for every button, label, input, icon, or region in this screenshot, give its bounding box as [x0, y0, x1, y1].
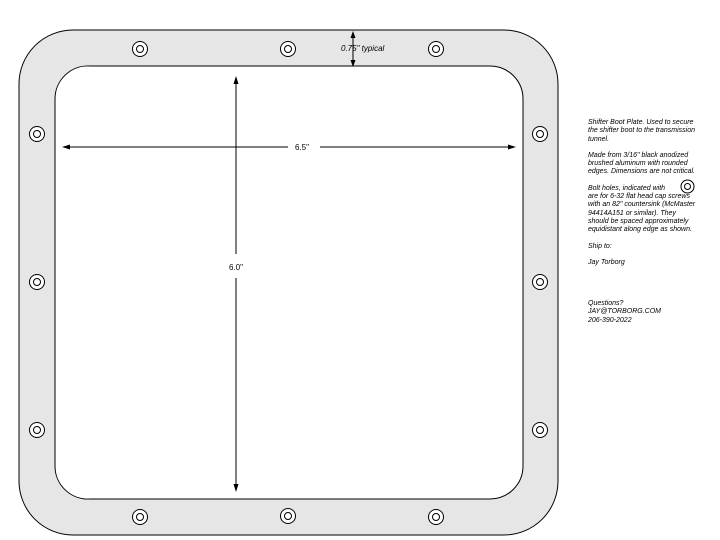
width-dimension-line [62, 145, 516, 150]
note-line: are for 6-32 flat head cap screws [588, 193, 690, 201]
width-label: 6.5" [295, 143, 309, 152]
recipient-note [588, 259, 716, 267]
note-line: 94414A151 or similar). They [588, 209, 676, 217]
contact-note [588, 300, 716, 325]
plate-outline [19, 30, 558, 535]
note-line: brushed aluminum with rounded [588, 160, 688, 168]
bolt-hole-top-3 [429, 42, 444, 57]
note-line: should be spaced approximately [588, 217, 689, 225]
bolt-hole-left-2 [30, 275, 45, 290]
bolt-note [588, 185, 716, 235]
bolt-hole-top-1 [133, 42, 148, 57]
bolt-hole-right-2 [533, 275, 548, 290]
contact-phone: 206-390-2022 [588, 316, 632, 324]
material-note [588, 152, 716, 177]
note-line: Made from 3/16" black anodized [588, 151, 689, 159]
note-line: Shifter Boot Plate. Used to secure [588, 119, 694, 126]
bolt-hole-right-3 [533, 423, 548, 438]
bolt-hole-bottom-3 [429, 510, 444, 525]
typical-width-label: 0.75" typical [341, 44, 385, 53]
bolt-hole-right-1 [533, 127, 548, 142]
note-line: equidistant along edge as shown. [588, 226, 692, 234]
note-line: tunnel. [588, 135, 610, 143]
recipient-name: Jay Torborg [588, 258, 625, 266]
height-dimension-line [234, 76, 239, 492]
bolt-hole-legend-icon [680, 179, 695, 194]
contact-email: JAY@TORBORG.COM [588, 308, 661, 316]
bolt-hole-left-3 [30, 423, 45, 438]
bolt-hole-top-2 [281, 42, 296, 57]
note-line: the shifter boot to the transmission [588, 127, 695, 135]
note-line: edges. Dimensions are not critical. [588, 168, 695, 176]
note-line: Bolt holes, indicated with [588, 184, 666, 192]
bolt-hole-left-1 [30, 127, 45, 142]
description-note [588, 119, 716, 144]
ship-to-label: Ship to: [588, 242, 612, 250]
height-label: 6.0" [229, 263, 243, 272]
questions-label: Questions? [588, 300, 624, 308]
bolt-hole-bottom-1 [133, 510, 148, 525]
note-line: with an 82" countersink (McMaster [588, 201, 696, 209]
bolt-note-first-line [588, 185, 716, 193]
bolt-hole-bottom-2 [281, 509, 296, 524]
notes-panel [588, 119, 716, 333]
ship-note [588, 243, 716, 251]
